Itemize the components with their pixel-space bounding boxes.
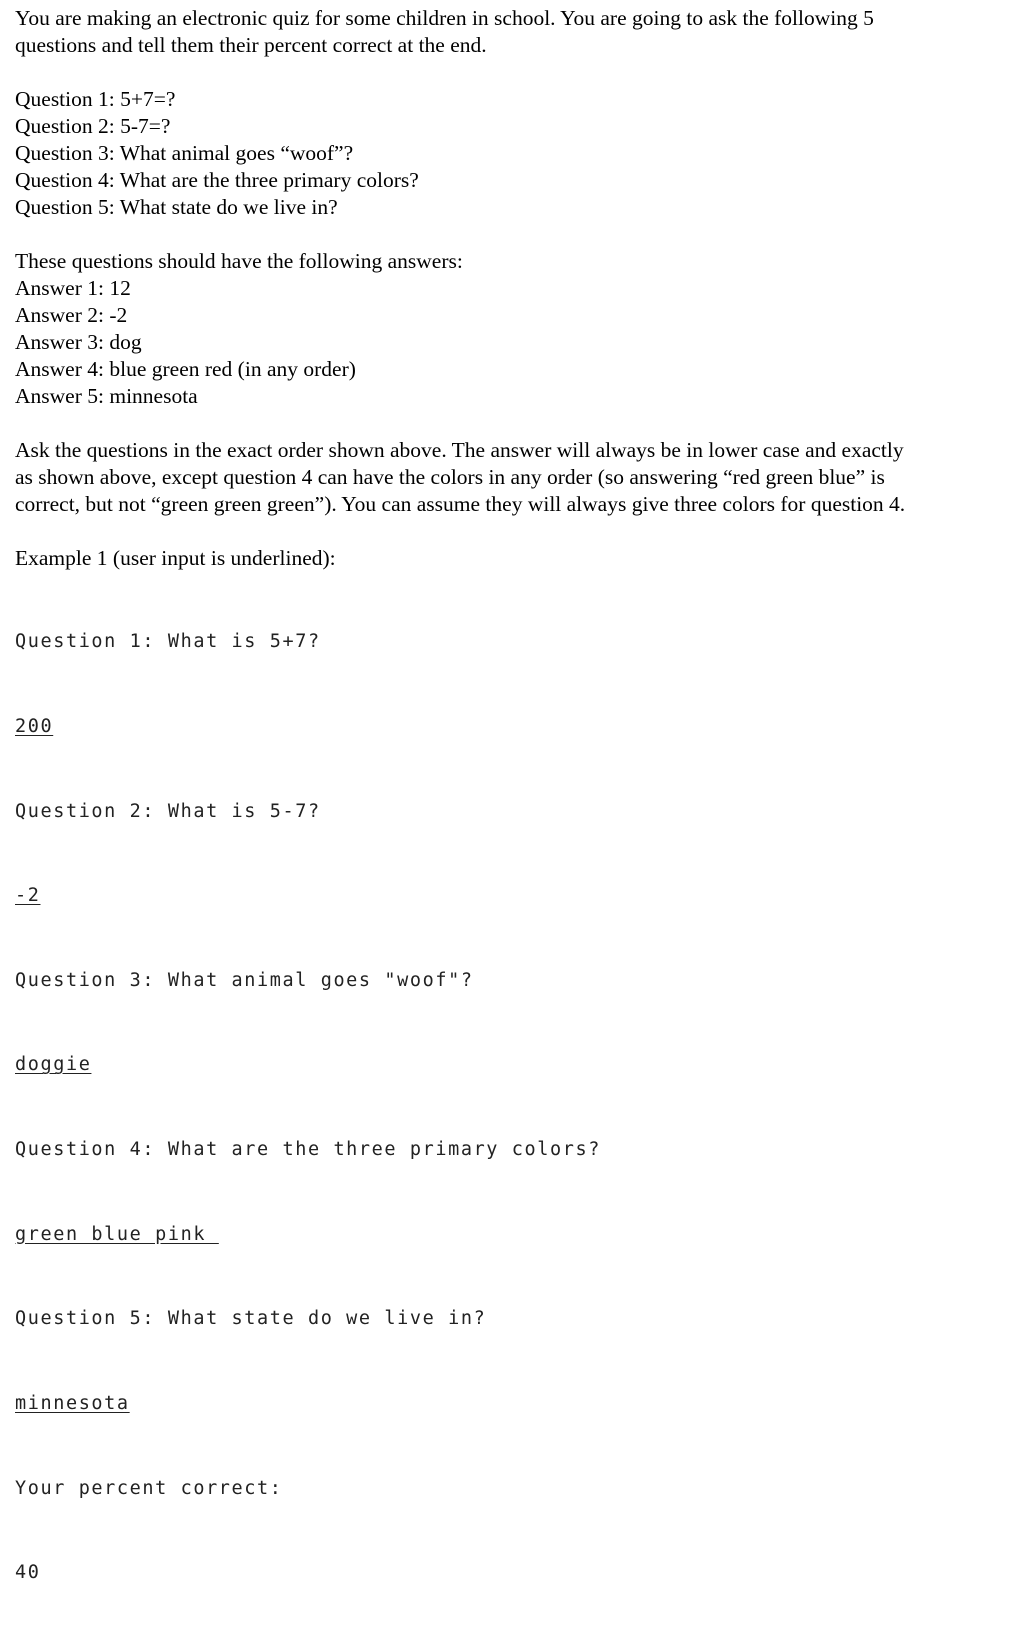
example-user-input: doggie — [15, 1054, 92, 1076]
question-item: Question 2: 5-7=? — [15, 114, 171, 138]
intro-paragraph — [15, 5, 1015, 59]
example-result-value: 40 — [15, 1562, 41, 1584]
intro-line: You are making an electronic quiz for some children in school. You are going to ask the following 5 — [15, 6, 874, 30]
question-item: Question 1: 5+7=? — [15, 87, 176, 111]
example-user-input: green blue pink — [15, 1223, 219, 1245]
instructions-line: as shown above, except question 4 can have the colors in any order (so answering “red green blue” is — [15, 465, 885, 489]
example-heading — [15, 545, 1015, 572]
answer-item: Answer 4: blue green red (in any order) — [15, 357, 356, 381]
intro-line: questions and tell them their percent correct at the end. — [15, 33, 487, 57]
example-question: Question 3: What animal goes "woof"? — [15, 969, 474, 991]
question-item: Question 3: What animal goes “woof”? — [15, 141, 354, 165]
answer-item: Answer 1: 12 — [15, 276, 131, 300]
example-question: Question 1: What is 5+7? — [15, 631, 321, 653]
question-item: Question 5: What state do we live in? — [15, 195, 338, 219]
example-user-input: minnesota — [15, 1392, 130, 1414]
example-user-input: -2 — [15, 885, 41, 907]
example-question: Question 4: What are the three primary colors? — [15, 1139, 601, 1161]
example-result-label: Your percent correct: — [15, 1477, 283, 1499]
example-heading-text: Example 1 (user input is underlined): — [15, 546, 336, 570]
answers-intro: These questions should have the following answers: — [15, 249, 463, 273]
answers-section — [15, 248, 1015, 410]
example-question: Question 5: What state do we live in? — [15, 1308, 487, 1330]
example-user-input: 200 — [15, 716, 54, 738]
answer-item: Answer 5: minnesota — [15, 384, 198, 408]
answer-item: Answer 3: dog — [15, 330, 142, 354]
instructions-paragraph — [15, 437, 1015, 518]
question-item: Question 4: What are the three primary colors? — [15, 168, 419, 192]
instructions-line: correct, but not “green green green”). You can assume they will always give three colors for question 4. — [15, 492, 906, 516]
document-page — [15, 5, 1015, 1644]
example-transcript — [15, 572, 1015, 1644]
example-question: Question 2: What is 5-7? — [15, 800, 321, 822]
instructions-line: Ask the questions in the exact order shown above. The answer will always be in lower case and exactly — [15, 438, 904, 462]
questions-list — [15, 86, 1015, 221]
answer-item: Answer 2: -2 — [15, 303, 128, 327]
